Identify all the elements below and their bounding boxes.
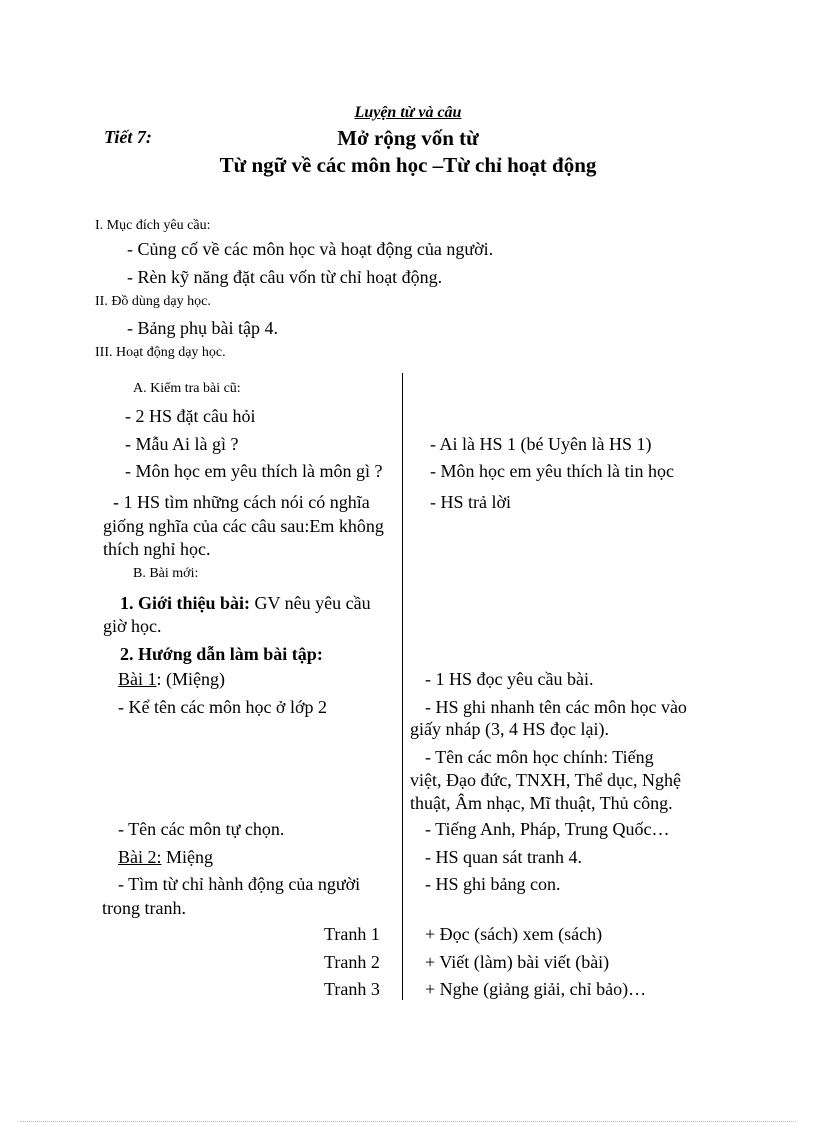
intro-text: GV nêu yêu cầu	[249, 593, 371, 613]
right-item: thuật, Âm nhạc, Mĩ thuật, Thủ công.	[410, 793, 673, 813]
objective-item: - Rèn kỹ năng đặt câu vốn từ chỉ hoạt động.	[127, 267, 443, 287]
right-item: giấy nháp (3, 4 HS đọc lại).	[410, 719, 609, 739]
right-item: - HS ghi nhanh tên các môn học vào	[425, 697, 687, 717]
objective-item: - Củng cố về các môn học và hoạt động của người.	[127, 239, 494, 259]
intro-line-2: giờ học.	[103, 616, 162, 636]
left-item: thích nghỉ học.	[103, 539, 211, 559]
right-item: + Viết (làm) bài viết (bài)	[425, 952, 610, 972]
lesson-number: Tiết 7:	[104, 127, 152, 147]
right-item: - Môn học em yêu thích là tin học	[430, 461, 674, 481]
picture-label: Tranh 1	[324, 924, 380, 944]
exercise-2-task: - Tìm từ chỉ hành động của người	[118, 874, 361, 894]
part-b-heading: B. Bài mới:	[133, 566, 199, 581]
left-item: - Mẫu Ai là gì ?	[125, 434, 239, 454]
section-activities-heading: III. Hoạt động dạy học.	[95, 345, 226, 360]
left-item: - 2 HS đặt câu hỏi	[125, 406, 256, 426]
picture-label: Tranh 2	[324, 952, 380, 972]
right-item: - Tên các môn học chính: Tiếng	[425, 747, 654, 767]
exercise-1-line	[118, 669, 225, 690]
page-bottom-rule	[20, 1121, 796, 1122]
right-item: + Đọc (sách) xem (sách)	[425, 924, 603, 944]
right-item: - 1 HS đọc yêu cầu bài.	[425, 669, 594, 689]
elective-subjects: - Tên các môn tự chọn.	[118, 819, 285, 839]
right-item: - Ai là HS 1 (bé Uyên là HS 1)	[430, 434, 652, 454]
left-item: - Môn học em yêu thích là môn gì ?	[125, 461, 383, 481]
right-item: - HS quan sát tranh 4.	[425, 847, 582, 867]
exercise-1-label: Bài 1	[118, 669, 157, 689]
right-item: - HS ghi bảng con.	[425, 874, 561, 894]
lesson-title: Mở rộng vốn từ	[337, 126, 479, 150]
right-item: việt, Đạo đức, TNXH, Thể dục, Nghệ	[410, 770, 682, 790]
left-item: - 1 HS tìm những cách nói có nghĩa	[113, 492, 370, 512]
subject-heading: Luyện từ và câu	[354, 104, 462, 121]
exercise-2-task-cont: trong tranh.	[102, 898, 186, 918]
intro-line	[120, 593, 371, 614]
right-item: + Nghe (giảng giải, chỉ bảo)…	[425, 979, 647, 999]
left-item: giống nghĩa của các câu sau:Em không	[103, 516, 384, 536]
exercise-2-mode: Miệng	[161, 847, 213, 867]
right-item: - HS trả lời	[430, 492, 512, 512]
part-a-heading: A. Kiểm tra bài cũ:	[133, 381, 241, 396]
materials-item: - Bảng phụ bài tập 4.	[127, 318, 278, 338]
picture-label: Tranh 3	[324, 979, 380, 999]
section-materials-heading: II. Đồ dùng dạy học.	[95, 294, 211, 309]
guide-heading: 2. Hướng dẫn làm bài tập:	[120, 644, 323, 664]
intro-label: 1. Giới thiệu bài:	[120, 593, 250, 613]
section-objectives-heading: I. Mục đích yêu cầu:	[95, 218, 211, 233]
lesson-subtitle: Từ ngữ về các môn học –Từ chỉ hoạt động	[219, 153, 597, 177]
exercise-1-mode: : (Miệng)	[156, 669, 225, 689]
exercise-1-task: - Kể tên các môn học ở lớp 2	[118, 697, 327, 717]
right-item: - Tiếng Anh, Pháp, Trung Quốc…	[425, 819, 670, 839]
exercise-2-label: Bài 2:	[118, 847, 162, 867]
column-divider	[402, 373, 403, 1000]
exercise-2-line	[118, 847, 213, 868]
